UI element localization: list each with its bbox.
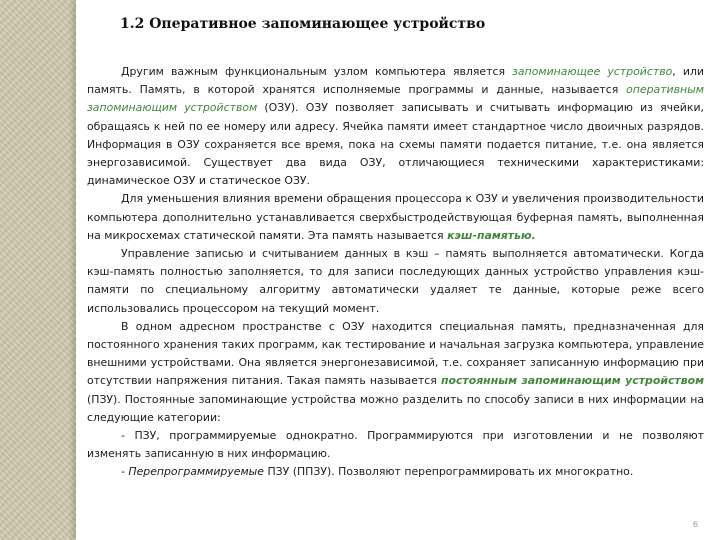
text-run: (ОЗУ). ОЗУ позволяет записывать и считывать информацию из ячейки, обращаясь к ней по ее номеру или адресу. Ячейка памяти имеет стандартное число двоичных разрядов. Информация в ОЗУ сохраняется все время, пока на схемы памяти подается питание, т.е. она является энергозависимой. Существует два вида ОЗУ, отличающиеся техническими характеристиками: динамическое ОЗУ и статическое ОЗУ. xyxy=(87,101,704,188)
text-run: , или память. Память, в которой хранятся исполняемые программы и данные, называется xyxy=(87,65,704,97)
term-rom: постоянным запоминающим устройством xyxy=(440,374,705,388)
list-item-rom-once: - ПЗУ, программируемые однократно. Программируются при изготовлении и не позволяют изменять записанную в них информацию. xyxy=(87,429,704,461)
paragraph-ram-intro xyxy=(87,63,704,190)
term-memory-device: запоминающее устройство xyxy=(512,65,673,78)
text-run: ПЗУ (ППЗУ). Позволяют перепрограммировать их многократно. xyxy=(263,465,634,479)
text-run: Для уменьшения влияния времени обращения процессора к ОЗУ и увеличения производительности компьютера дополнительно устанавливается сверхбыстродействующая буферная память, выполненная на микросхемах статической памяти. Эта память называется xyxy=(87,192,704,242)
term-reprogrammable: - Перепрограммируемые xyxy=(121,465,264,479)
textured-margin xyxy=(0,0,76,540)
term-cache: кэш-памятью. xyxy=(447,228,536,242)
paragraph-cache-control: Управление записью и считыванием данных в кэш – память выполняется автоматически. Когда кэш-память полностью заполняется, то для записи последующих данных устройство управления кэш-памяти по специальному алгоритму автоматически удаляет те данные, которые реже всего использовались процессором на текущий момент. xyxy=(87,247,704,315)
text-run: В одном адресном пространстве с ОЗУ находится специальная память, предназначенная для постоянного хранения таких программ, как тестирование и начальная загрузка компьютера, управление внешними устройствами. Она является энергонезависимой, т.е. сохраняет записанную информацию при отсутствии напряжения питания. Такая память называется xyxy=(87,319,704,388)
document-page xyxy=(76,0,720,540)
paragraph-rom xyxy=(87,318,704,427)
page-number: 6 xyxy=(692,520,698,529)
paragraph-cache xyxy=(87,190,704,245)
body-text xyxy=(87,63,704,482)
list-item-eprom xyxy=(87,463,704,481)
page-title: 1.2 Оперативное запоминающее устройство xyxy=(120,16,486,32)
text-run: Другим важным функциональным узлом компьютера является xyxy=(121,65,513,78)
text-run: (ПЗУ). Постоянные запоминающие устройства можно разделить по способу записи в них информации на следующие категории: xyxy=(87,392,704,424)
term-ram: оперативным запоминающим устройством xyxy=(87,83,704,115)
